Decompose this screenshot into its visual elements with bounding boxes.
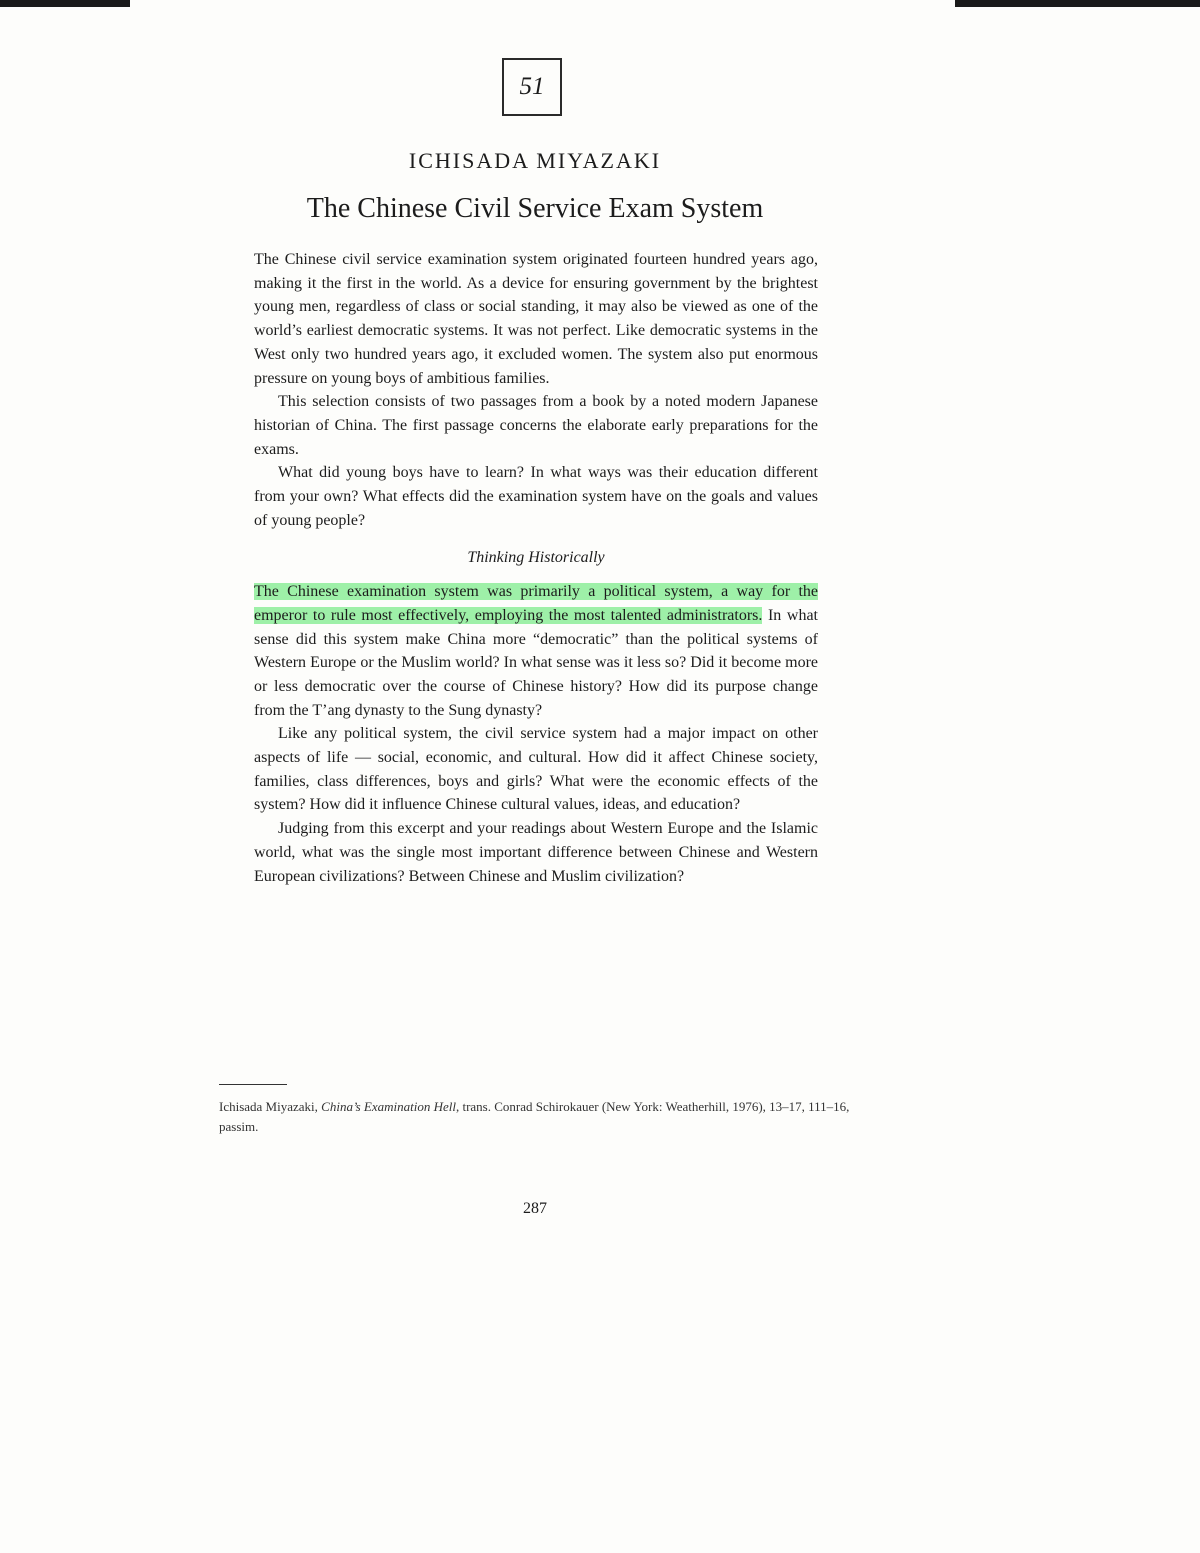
page-number: 287 xyxy=(523,1200,547,1217)
scan-edge-artifact-left xyxy=(0,0,130,7)
footnote-rule xyxy=(219,1084,287,1085)
thinking-paragraph-1-rest: In what sense did this system make China more “democratic” than the political systems of Western Europe or the Muslim world? In what sense was it less so? Did it become more or less democratic over the course of Chinese history? How did its purpose change from the T’ang dynasty to the Sung dynasty? xyxy=(254,606,818,719)
chapter-number-box xyxy=(502,58,562,116)
highlighted-text: The Chinese examination system was primarily a political system, a way for the emperor to rule most effectively, employing the most talented administrators. xyxy=(254,583,818,624)
section-heading: Thinking Historically xyxy=(467,549,605,567)
chapter-title: The Chinese Civil Service Exam System xyxy=(306,193,764,224)
author-name: ICHISADA MIYAZAKI xyxy=(408,148,662,173)
chapter-number: 51 xyxy=(519,73,545,100)
thinking-paragraph-1 xyxy=(254,580,818,722)
intro-paragraph-1: The Chinese civil service examination system originated fourteen hundred years ago, making it the first in the world. As a device for ensuring government by the brightest young men, regardless of class or social standing, it may also be viewed as one of the world’s earliest democratic systems. It was not perfect. Like democratic systems in the West only two hundred years ago, it excluded women. The system also put enormous pressure on young boys of ambitious families. xyxy=(254,251,818,387)
thinking-paragraph-2: Like any political system, the civil service system had a major impact on other aspects of life — social, economic, and cultural. How did it affect Chinese society, families, class differences, boys and girls? What were the economic effects of the system? How did it influence Chinese cultural values, ideas, and education? xyxy=(254,725,818,814)
footnote xyxy=(219,1097,859,1137)
thinking-paragraph-3: Judging from this excerpt and your readings about Western Europe and the Islamic world, what was the single most important difference between Chinese and Western European civilizations? Between Chinese and Muslim civilization? xyxy=(254,820,818,885)
footnote-book-title: China’s Examination Hell xyxy=(321,1099,456,1114)
intro-paragraph-3: What did young boys have to learn? In what ways was their education different from your own? What effects did the examination system have on the goals and values of young people? xyxy=(254,464,818,529)
footnote-rest: , trans. Conrad Schirokauer (New York: Weatherhill, 1976), 13–17, 111–16, passim. xyxy=(219,1099,850,1134)
footnote-author: Ichisada Miyazaki, xyxy=(219,1099,322,1114)
intro-paragraph-2: This selection consists of two passages from a book by a noted modern Japanese historian of China. The first passage concerns the elaborate early preparations for the exams. xyxy=(254,393,818,458)
body-text xyxy=(254,248,818,888)
scan-edge-artifact-right xyxy=(955,0,1200,7)
